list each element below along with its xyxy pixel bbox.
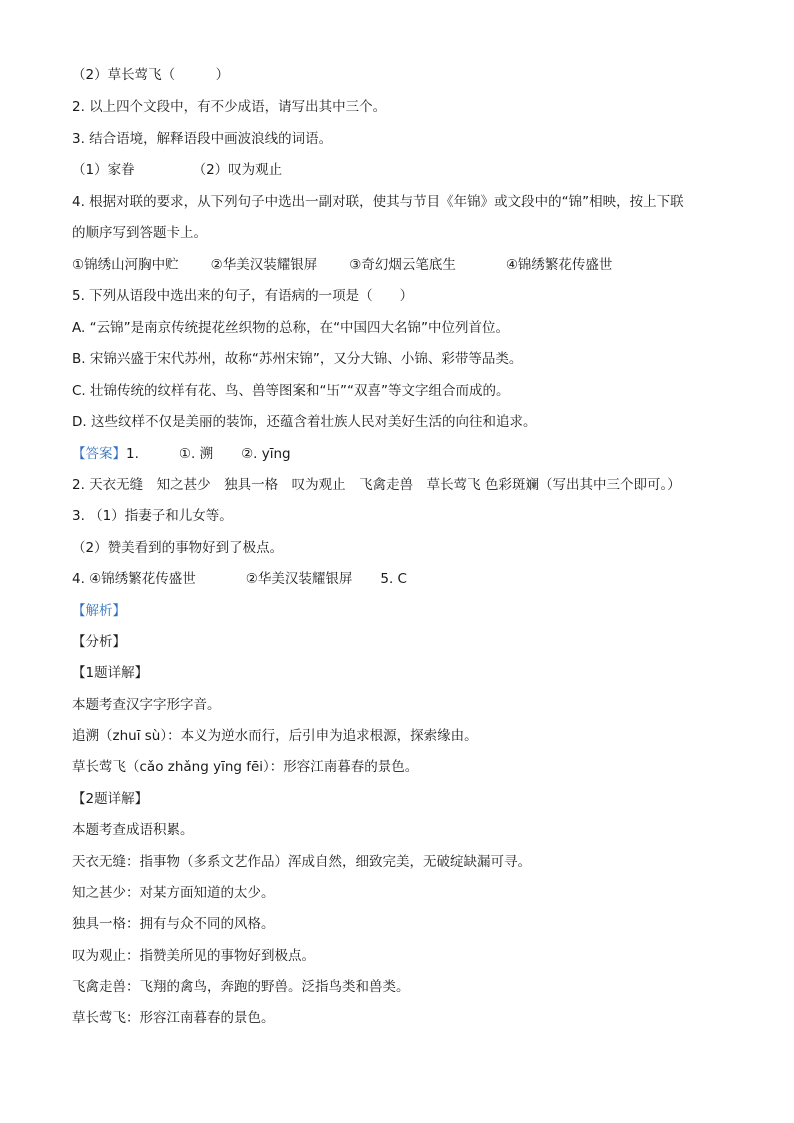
idiom-item: 飞禽走兽：飞翔的禽鸟，奔跑的野兽。泛指鸟类和兽类。 xyxy=(72,979,410,995)
question-4-line-2: 的顺序写到答题卡上。 xyxy=(72,225,207,241)
analysis-label: 【解析】 xyxy=(72,603,126,619)
question-3-item-1: （1）家眷 xyxy=(72,162,135,178)
question-5: 5. 下列从语段中选出来的句子，有语病的一项是（ ） xyxy=(72,288,414,304)
question-3-item-2: （2）叹为观止 xyxy=(192,162,283,178)
answer-3-part-1: 3. （1）指妻子和儿女等。 xyxy=(72,508,233,524)
answer-1-number: 1. xyxy=(126,446,139,462)
analysis-fenxi: 【分析】 xyxy=(72,634,126,650)
answer-4-first: 4. ④锦绣繁花传盛世 xyxy=(72,571,196,587)
question-4-option-4: ④锦绣繁花传盛世 xyxy=(505,257,613,273)
answer-3-part-2: （2）赞美看到的事物好到了极点。 xyxy=(72,540,284,556)
answer-4-second: ②华美汉装耀银屏 xyxy=(245,571,353,587)
answer-5: 5. C xyxy=(380,571,407,587)
answer-1-second: ②. yīng xyxy=(241,446,291,462)
question-1-item-2: （2）草长莺飞（ ） xyxy=(72,67,230,83)
idiom-item: 知之甚少：对某方面知道的太少。 xyxy=(72,885,275,901)
question-4-line-1: 4. 根据对联的要求，从下列句子中选出一副对联，使其与节目《年锦》或文段中的“锦”相映，按上下联 xyxy=(72,194,684,210)
question-5-option-a: A. “云锦”是南京传统提花丝织物的总称，在“中国四大名锦”中位列首位。 xyxy=(72,320,510,336)
answer-label: 【答案】 xyxy=(72,446,126,462)
idiom-item: 叹为观止：指赞美所见的事物好到极点。 xyxy=(72,948,315,964)
answer-1 xyxy=(72,445,291,463)
question-3: 3. 结合语境，解释语段中画波浪线的词语。 xyxy=(72,131,333,147)
question-2: 2. 以上四个文段中，有不少成语，请写出其中三个。 xyxy=(72,99,387,115)
idiom-item: 天衣无缝：指事物（多系文艺作品）浑成自然，细致完美，无破绽缺漏可寻。 xyxy=(72,854,531,870)
question-3-items xyxy=(72,161,282,179)
question-4-option-1: ①锦绣山河胸中贮 xyxy=(72,257,179,273)
detail-1-line-1: 追溯（zhuī sù）：本义为逆水而行，后引申为追求根源，探索缘由。 xyxy=(72,728,478,744)
answer-2: 2. 天衣无缝 知之甚少 独具一格 叹为观止 飞禽走兽 草长莺飞 色彩斑斓（写出其中三个即可。） xyxy=(72,477,681,493)
question-5-option-b: B. 宋锦兴盛于宋代苏州，故称“苏州宋锦”，又分大锦、小锦、彩带等品类。 xyxy=(72,351,523,367)
answer-4-5 xyxy=(72,570,407,588)
answer-1-first: ①. 溯 xyxy=(178,446,214,462)
idiom-item: 独具一格：拥有与众不同的风格。 xyxy=(72,916,275,932)
question-4-option-2: ②华美汉装耀银屏 xyxy=(210,257,318,273)
detail-1-line-2: 草长莺飞（cǎo zhǎng yīng fēi）：形容江南暮春的景色。 xyxy=(72,759,419,775)
detail-1-intro: 本题考查汉字字形字音。 xyxy=(72,697,221,713)
idiom-item: 草长莺飞：形容江南暮春的景色。 xyxy=(72,1010,275,1026)
question-5-option-d: D. 这些纹样不仅是美丽的装饰，还蕴含着壮族人民对美好生活的向往和追求。 xyxy=(72,414,537,430)
question-4-option-3: ③奇幻烟云笔底生 xyxy=(349,257,456,273)
detail-2-title: 【2题详解】 xyxy=(72,791,149,807)
question-5-option-c: C. 壮锦传统的纹样有花、鸟、兽等图案和“卐”“双喜”等文字组合而成的。 xyxy=(72,383,510,399)
detail-2-intro: 本题考查成语积累。 xyxy=(72,822,194,838)
detail-1-title: 【1题详解】 xyxy=(72,665,149,681)
question-4-options xyxy=(72,256,612,274)
